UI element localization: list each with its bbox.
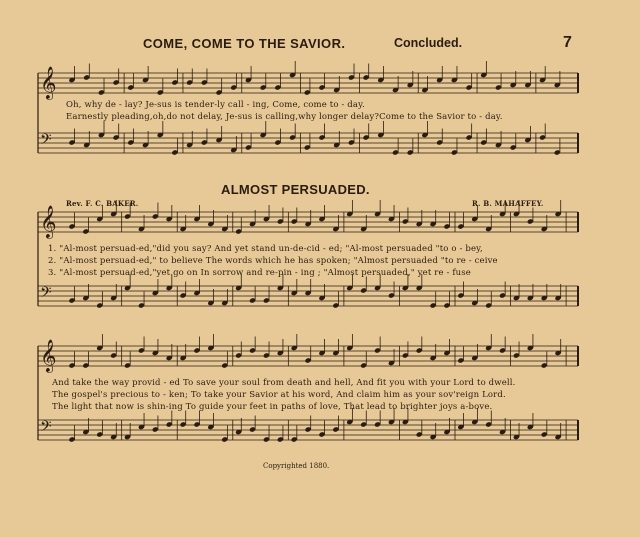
- page-number: 7: [563, 34, 572, 51]
- verse-line: The gospel's precious to - ken; To take your Savior at his word, And claim him as your sov'reign Lord.: [52, 390, 506, 400]
- treble-clef: 𝄞: [40, 339, 57, 372]
- verse-line: 1. "Al-most persuad-ed,"did you say? And yet stand un-de-cid - ed; "Al-most persuaded "to o - bey,: [48, 244, 483, 254]
- bass-clef: 𝄢: [40, 418, 52, 439]
- verse-line: The light that now is shin-ing To guide your feet in paths of love, That lead to brighter joys a-bove.: [52, 402, 493, 412]
- author-credit: Rev. F. C. BAKER.: [66, 199, 139, 208]
- hymn-subtitle: Concluded.: [394, 36, 463, 50]
- composer-credit: R. B. MAHAFFEY.: [472, 199, 544, 208]
- verse-line: 2. "Al-most persuad-ed," to believe The words which he has spoken; "Almost persuaded "to re - ceive: [48, 256, 498, 266]
- section-title: ALMOST PERSUADED.: [221, 182, 370, 197]
- treble-clef: 𝄞: [40, 205, 57, 238]
- bass-clef: 𝄢: [40, 131, 52, 152]
- lyric-line: Earnestly pleading,oh,do not delay, Je-sus is calling,why longer delay?Come to the Savior to - day.: [66, 112, 503, 122]
- lyric-line: Oh, why de - lay? Je-sus is tender-ly call - ing, Come, come to - day.: [66, 100, 365, 110]
- verse-line: And take the way provid - ed To save your soul from death and hell, And fit you with your Lord to dwell.: [52, 378, 516, 388]
- hymn-title: COME, COME TO THE SAVIOR.: [143, 36, 346, 51]
- verse-line: 3. "Al-most persuad-ed,"yet go on In sorrow and re-pin - ing ; "Almost persuaded," yet re - fuse: [48, 268, 471, 278]
- bass-clef: 𝄢: [40, 284, 52, 305]
- copyright-notice: Copyrighted 1880.: [263, 462, 330, 470]
- treble-clef: 𝄞: [40, 66, 57, 99]
